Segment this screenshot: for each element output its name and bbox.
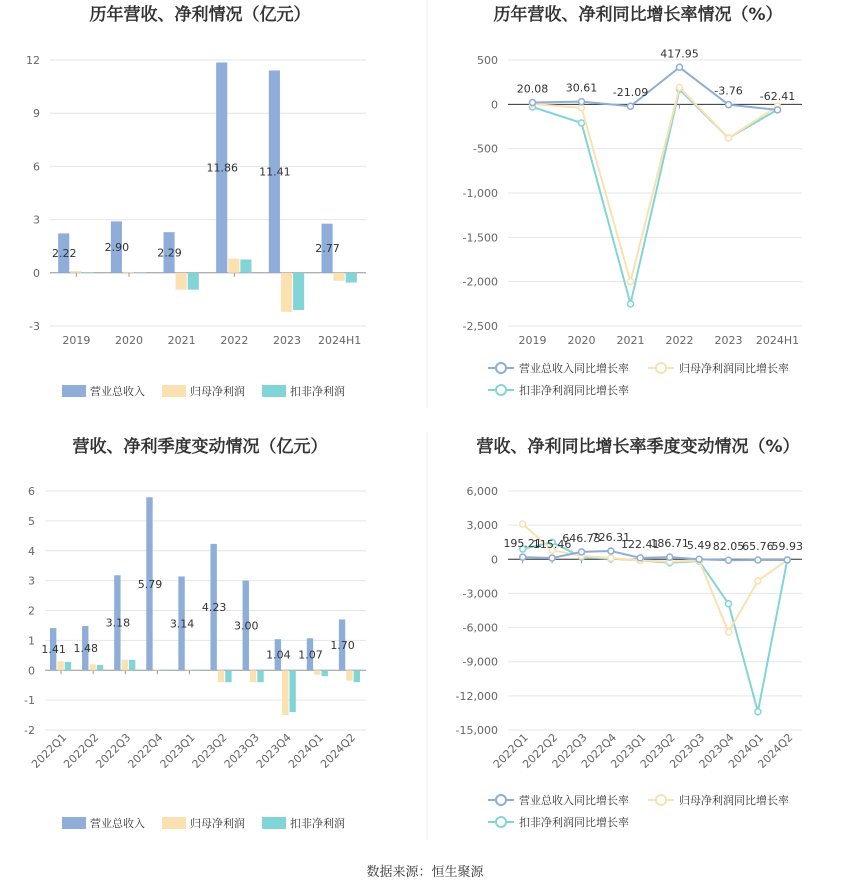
- data-label-revenue: 1.70: [330, 638, 355, 652]
- point-revenue-growth[interactable]: [667, 554, 673, 560]
- point-revenue-growth[interactable]: [608, 548, 614, 554]
- bar-net-profit[interactable]: [282, 670, 288, 715]
- y-tick-label: -1,000: [462, 187, 498, 200]
- data-label-revenue: 2.77: [315, 242, 340, 256]
- chart-title-quarterly-growth: 营收、净利同比增长率季度变动情况（%）: [476, 437, 800, 457]
- point-revenue-growth[interactable]: [549, 555, 555, 561]
- x-tick-label: 2023: [273, 334, 301, 347]
- legend-label-net-profit[interactable]: 归母净利润: [190, 385, 245, 398]
- x-tick-label: 2020: [115, 334, 143, 347]
- bar-deducted-profit[interactable]: [293, 273, 304, 310]
- bar-net-profit[interactable]: [346, 670, 352, 680]
- chart-title-annual-amounts: 历年营收、净利情况（亿元）: [89, 5, 311, 25]
- source-note: 数据来源：恒生聚源: [366, 865, 484, 880]
- x-tick-label: 2021: [616, 334, 645, 347]
- line-deducted-profit-growth[interactable]: [523, 542, 788, 712]
- bar-deducted-profit[interactable]: [161, 670, 167, 671]
- bar-deducted-profit[interactable]: [65, 662, 71, 670]
- legend-label-revenue[interactable]: 营业总收入: [90, 817, 145, 830]
- y-tick-label: 12: [26, 54, 40, 67]
- data-label-revenue: 3.00: [234, 619, 259, 633]
- legend-marker-net-profit-growth[interactable]: [656, 363, 666, 373]
- point-revenue-growth[interactable]: [579, 99, 585, 105]
- point-revenue-growth[interactable]: [677, 64, 683, 70]
- point-revenue-growth[interactable]: [784, 557, 790, 563]
- point-revenue-growth[interactable]: [520, 554, 526, 560]
- bar-deducted-profit[interactable]: [240, 260, 251, 273]
- legend-label-net-profit[interactable]: 归母净利润: [190, 817, 245, 830]
- y-tick-label: 6: [28, 485, 35, 498]
- point-revenue-growth[interactable]: [579, 549, 585, 555]
- legend-label-deducted-profit[interactable]: 扣非净利润: [290, 817, 345, 830]
- y-tick-label: 6,000: [466, 485, 498, 498]
- bar-net-profit[interactable]: [228, 259, 239, 273]
- data-label-revenue-growth: 82.05: [712, 540, 745, 554]
- legend-swatch-revenue[interactable]: [62, 385, 86, 397]
- bar-net-profit[interactable]: [186, 670, 192, 671]
- data-label-revenue-growth: 59.93: [771, 539, 804, 553]
- x-tick-label: 2023Q1: [608, 730, 649, 771]
- x-tick-label: 2023Q1: [157, 730, 198, 771]
- y-tick-label: -3: [29, 320, 40, 333]
- x-tick-label: 2023: [714, 334, 743, 347]
- legend-swatch-deducted-profit[interactable]: [262, 817, 286, 829]
- data-label-revenue-growth: 122.41: [621, 537, 660, 551]
- x-tick-label: 2024Q1: [285, 730, 326, 771]
- point-deducted-profit-growth[interactable]: [579, 120, 585, 126]
- data-label-revenue-growth: -62.41: [759, 89, 796, 103]
- x-tick-label: 2022Q4: [125, 730, 166, 771]
- data-label-revenue: 2.22: [51, 247, 77, 261]
- point-revenue-growth[interactable]: [696, 556, 702, 562]
- x-tick-label: 2020: [567, 334, 596, 347]
- point-net-profit-growth[interactable]: [755, 578, 761, 584]
- bar-deducted-profit[interactable]: [346, 273, 357, 283]
- data-label-revenue: 1.41: [41, 643, 66, 657]
- data-label-revenue: 3.14: [169, 617, 195, 631]
- line-deducted-profit-growth[interactable]: [533, 89, 778, 304]
- data-label-revenue-growth: -3.76: [714, 84, 743, 98]
- legend-swatch-revenue[interactable]: [62, 817, 86, 829]
- legend-swatch-deducted-profit[interactable]: [262, 385, 286, 397]
- data-label-revenue: 2.29: [157, 246, 182, 260]
- x-tick-label: 2023Q4: [696, 730, 737, 771]
- legend-quarterly-growth: [488, 793, 789, 829]
- chart-title-annual-growth: 历年营收、净利同比增长率情况（%）: [493, 5, 783, 25]
- data-label-revenue-growth: 417.95: [660, 47, 699, 61]
- bar-deducted-profit[interactable]: [135, 272, 146, 273]
- x-tick-label: 2021: [167, 334, 196, 347]
- bar-net-profit[interactable]: [122, 660, 128, 670]
- x-tick-label: 2022Q2: [61, 730, 102, 771]
- data-label-revenue: 1.48: [73, 642, 99, 656]
- y-tick-label: -1: [24, 694, 35, 708]
- data-label-revenue-growth: 65.76: [742, 540, 774, 554]
- y-tick-label: -3,000: [462, 587, 498, 601]
- legend-marker-deducted-profit-growth[interactable]: [496, 385, 506, 395]
- bar-net-profit[interactable]: [281, 273, 292, 312]
- bar-deducted-profit[interactable]: [354, 670, 360, 682]
- bar-deducted-profit[interactable]: [188, 273, 199, 290]
- data-label-revenue-growth: 646.73: [562, 531, 601, 545]
- y-tick-label: -2,500: [462, 320, 498, 333]
- x-tick-label: 2022Q1: [490, 730, 531, 771]
- legend-quarterly-amounts: [62, 816, 345, 830]
- x-tick-label: 2023Q2: [189, 730, 230, 771]
- x-tick-label: 2022: [220, 334, 249, 347]
- data-label-revenue: 11.86: [206, 161, 238, 175]
- annual-amounts-chart: [26, 54, 366, 347]
- x-tick-label: 2022Q1: [29, 730, 70, 771]
- data-label-revenue-growth: 5.49: [686, 539, 712, 553]
- legend-marker-net-profit-growth[interactable]: [656, 795, 666, 805]
- line-net-profit-growth[interactable]: [533, 84, 778, 281]
- quarterly-amounts-chart: [24, 485, 366, 771]
- point-revenue-growth[interactable]: [637, 555, 643, 561]
- data-label-revenue-growth: 195.21: [503, 537, 542, 551]
- y-tick-label: 3: [33, 213, 40, 227]
- point-revenue-growth[interactable]: [775, 107, 781, 113]
- data-label-revenue-growth: 20.08: [516, 82, 549, 96]
- legend-marker-revenue-growth[interactable]: [496, 363, 506, 373]
- x-tick-label: 2024Q2: [755, 730, 796, 771]
- legend-label-deducted-profit[interactable]: 扣非净利润: [290, 385, 345, 398]
- x-tick-label: 2022Q3: [549, 730, 590, 771]
- point-net-profit-growth[interactable]: [608, 555, 614, 561]
- legend-marker-deducted-profit-growth[interactable]: [496, 817, 506, 827]
- point-net-profit-growth[interactable]: [520, 521, 526, 527]
- legend-swatch-net-profit[interactable]: [162, 385, 186, 397]
- data-label-revenue: 11.41: [259, 165, 291, 179]
- y-tick-label: -2: [24, 724, 35, 737]
- data-label-revenue-growth: 186.71: [650, 537, 689, 551]
- x-tick-label: 2022Q4: [578, 730, 620, 771]
- annual-growth-chart: [463, 47, 802, 347]
- y-tick-label: 0: [28, 664, 35, 678]
- bar-net-profit[interactable]: [70, 271, 81, 273]
- point-revenue-growth[interactable]: [628, 103, 634, 109]
- bar-net-profit[interactable]: [176, 273, 187, 290]
- legend-label-revenue-growth[interactable]: 营业总收入同比增长率: [519, 794, 629, 807]
- y-tick-label: 5: [28, 514, 35, 528]
- data-label-revenue-growth: -21.09: [612, 86, 649, 100]
- point-net-profit-growth[interactable]: [726, 135, 732, 141]
- data-label-revenue: 1.04: [266, 648, 291, 662]
- y-tick-label: 3,000: [466, 519, 498, 533]
- x-tick-label: 2019: [62, 334, 91, 347]
- x-tick-label: 2022Q2: [520, 730, 561, 771]
- point-deducted-profit-growth[interactable]: [755, 709, 761, 715]
- bar-deducted-profit[interactable]: [257, 670, 263, 682]
- bar-deducted-profit[interactable]: [97, 665, 103, 670]
- bar-net-profit[interactable]: [123, 272, 134, 273]
- bar-deducted-profit[interactable]: [322, 670, 328, 676]
- point-deducted-profit-growth[interactable]: [726, 601, 732, 607]
- bar-net-profit[interactable]: [89, 664, 95, 670]
- data-label-revenue: 2.90: [104, 241, 130, 255]
- data-label-revenue-growth: 726.31: [591, 531, 631, 545]
- y-tick-label: 0: [491, 98, 498, 112]
- point-net-profit-growth[interactable]: [579, 105, 585, 111]
- x-tick-label: 2024H1: [755, 334, 800, 347]
- legend-annual-amounts: [62, 384, 345, 398]
- bar-net-profit[interactable]: [250, 670, 256, 682]
- bar-net-profit[interactable]: [57, 661, 63, 670]
- bar-deducted-profit[interactable]: [129, 660, 135, 670]
- point-revenue-growth[interactable]: [530, 100, 536, 106]
- legend-label-net-profit-growth[interactable]: 归母净利润同比增长率: [679, 794, 789, 807]
- x-tick-label: 2024H1: [318, 334, 362, 347]
- bar-net-profit[interactable]: [334, 273, 345, 281]
- legend-label-revenue-growth[interactable]: 营业总收入同比增长率: [519, 362, 629, 375]
- y-tick-label: -15,000: [455, 724, 498, 737]
- y-tick-label: 500: [477, 54, 498, 67]
- x-tick-label: 2023Q3: [221, 730, 262, 771]
- point-net-profit-growth[interactable]: [677, 84, 683, 90]
- x-tick-label: 2023Q2: [637, 730, 678, 771]
- data-label-revenue: 3.18: [105, 616, 131, 630]
- bar-net-profit[interactable]: [314, 670, 320, 674]
- y-tick-label: 6: [33, 160, 40, 174]
- y-tick-label: -12,000: [455, 689, 498, 703]
- legend-annual-growth: [488, 361, 789, 397]
- legend-label-revenue[interactable]: 营业总收入: [90, 385, 145, 398]
- bar-net-profit[interactable]: [218, 670, 224, 682]
- y-tick-label: 3: [28, 574, 35, 588]
- y-tick-label: 4: [28, 544, 35, 558]
- legend-label-deducted-profit-growth[interactable]: 扣非净利润同比增长率: [519, 384, 629, 397]
- y-tick-label: -9,000: [462, 655, 498, 669]
- data-label-revenue-growth: 30.61: [565, 81, 598, 95]
- x-tick-label: 2024Q2: [318, 730, 359, 771]
- point-deducted-profit-growth[interactable]: [628, 301, 634, 307]
- y-tick-label: 0: [491, 553, 498, 567]
- y-tick-label: -500: [473, 142, 498, 156]
- data-label-revenue: 4.23: [201, 601, 227, 615]
- legend-marker-revenue-growth[interactable]: [496, 795, 506, 805]
- bar-net-profit[interactable]: [154, 670, 160, 671]
- y-tick-label: 9: [33, 107, 40, 121]
- y-tick-label: 1: [28, 634, 35, 648]
- data-label-revenue: 5.79: [137, 577, 163, 591]
- data-label-revenue-growth: 115.46: [532, 537, 572, 551]
- x-tick-label: 2019: [518, 334, 547, 347]
- point-revenue-growth[interactable]: [726, 102, 732, 108]
- bar-deducted-profit[interactable]: [82, 272, 93, 273]
- data-label-revenue: 1.07: [298, 648, 323, 662]
- x-tick-label: 2023Q4: [253, 730, 294, 771]
- bar-deducted-profit[interactable]: [289, 670, 295, 712]
- chart-title-quarterly-amounts: 营收、净利季度变动情况（亿元）: [72, 437, 328, 457]
- x-tick-label: 2024Q1: [725, 730, 767, 771]
- legend-swatch-net-profit[interactable]: [162, 817, 186, 829]
- legend-label-deducted-profit-growth[interactable]: 扣非净利润同比增长率: [519, 816, 629, 829]
- y-tick-label: -2,000: [462, 275, 498, 289]
- bar-deducted-profit[interactable]: [225, 670, 231, 682]
- y-tick-label: 0: [33, 266, 40, 280]
- point-revenue-growth[interactable]: [755, 557, 761, 563]
- x-tick-label: 2023Q3: [667, 730, 708, 771]
- y-tick-label: -1,500: [462, 231, 498, 245]
- point-revenue-growth[interactable]: [726, 557, 732, 563]
- x-tick-label: 2022Q3: [93, 730, 134, 771]
- y-tick-label: 2: [28, 604, 35, 618]
- point-net-profit-growth[interactable]: [628, 279, 634, 285]
- bar-deducted-profit[interactable]: [193, 670, 199, 671]
- quarterly-growth-chart: [456, 485, 804, 771]
- legend-label-net-profit-growth[interactable]: 归母净利润同比增长率: [679, 362, 789, 375]
- y-tick-label: -6,000: [462, 621, 498, 635]
- x-tick-label: 2022: [665, 334, 694, 347]
- point-net-profit-growth[interactable]: [726, 629, 732, 635]
